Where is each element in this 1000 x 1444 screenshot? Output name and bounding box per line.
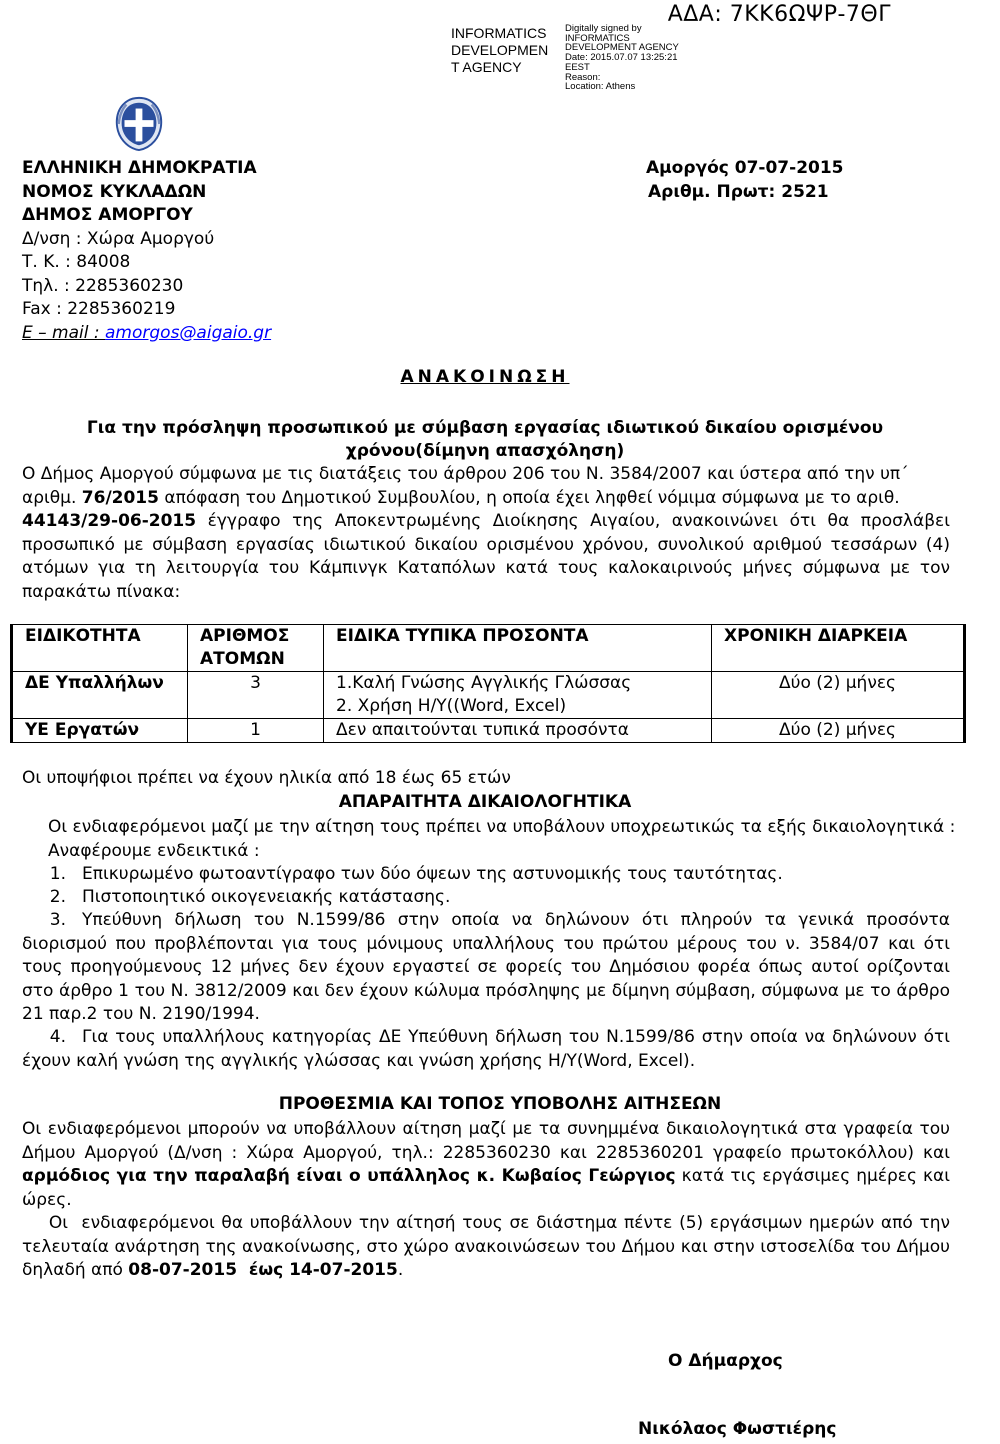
requirement-item	[22, 886, 950, 910]
email-label: E – mail :	[22, 322, 106, 343]
item-text: Για τους υπαλλήλους κατηγορίας ΔΕ Υπεύθυνη δήλωση του Ν.1599/86 στην οποία να δηλώνουν ότι έχουν καλή γνώση της αγγλικής γλώσσας και γνώση χρήσης Η/Υ(Word, Excel).	[22, 1027, 950, 1071]
deadline-heading: ΠΡΟΘΕΣΜΙΑ ΚΑΙ ΤΟΠΟΣ ΥΠΟΒΟΛΗΣ ΑΙΤΗΣΕΩΝ	[278, 1094, 722, 1114]
requirements-intro-line: Αναφέρουμε ενδεικτικά :	[48, 840, 260, 861]
requirements-intro-line: Οι ενδιαφερόμενοι μαζί με την αίτηση τους πρέπει να υποβάλουν υποχρεωτικώς τα εξής δικαιολογητικά :	[48, 817, 956, 837]
sig-info-line: Date: 2015.07.07 13:25:21	[565, 52, 678, 64]
signatory-name: Νικόλαος Φωστιέρης	[638, 1419, 837, 1439]
country-name: ΕΛΛΗΝΙΚΗ ΔΗΜΟΚΡΑΤΙΑ	[22, 158, 257, 178]
intro-line: Ο Δήμος Αμοργού σύμφωνα με τις διατάξεις του άρθρου 206 του Ν. 3584/2007 και ύστερα από την υπ΄	[22, 464, 909, 484]
count-cell: 1	[188, 719, 324, 743]
document-reference: 44143/29-06-2015	[22, 511, 197, 531]
sig-org-line: T AGENCY	[451, 59, 522, 75]
table-header-row	[12, 625, 965, 672]
count-cell: 3	[188, 672, 324, 719]
deadline-paragraph	[22, 1212, 956, 1283]
signatory-title: Ο Δήμαρχος	[668, 1351, 783, 1371]
age-requirement: Οι υποψήφιοι πρέπει να έχουν ηλικία από 18 έως 65 ετών	[22, 768, 511, 788]
deadline-paragraph	[22, 1118, 950, 1212]
qualification: 2. Χρήση Η/Υ((Word, Excel)	[336, 696, 567, 716]
positions-table	[10, 624, 966, 743]
sig-org-line: INFORMATICS	[451, 25, 547, 41]
table-header: ΕΙΔΙΚΑ ΤΥΠΙΚΑ ΠΡΟΣΟΝΤΑ	[324, 625, 712, 672]
protocol-number: Αριθμ. Πρωτ: 2521	[648, 181, 829, 202]
requirement-item	[22, 909, 950, 1027]
greek-coat-of-arms-icon	[110, 95, 168, 153]
table-header: ΑΡΙΘΜΟΣ ΑΤΟΜΩΝ	[188, 625, 324, 672]
paragraph-text: Οι ενδιαφερόμενοι θα υποβάλλουν την αίτησή τους σε διάστημα πέντε (5) εργάσιμων ημερών από την τελευταία ανάρτηση της ανακοίνωσης, στο χώρο ανακοινώσεων του Δήμου και στην ιστοσελίδα του Δήμου δηλαδή από	[22, 1213, 956, 1280]
phone: Τηλ. : 2285360230	[22, 275, 184, 296]
sig-org-line: DEVELOPMEN	[451, 42, 549, 58]
item-number: 3.	[49, 910, 66, 930]
digital-signature-info	[565, 24, 685, 92]
responsible-employee: αρμόδιος για την παραλαβή είναι ο υπάλληλος κ. Κωβαίος Γεώργιος	[22, 1166, 676, 1186]
issuer-block	[22, 157, 271, 345]
email-link[interactable]: amorgos@aigaio.gr	[105, 322, 272, 343]
sig-info-line: INFORMATICS	[565, 32, 630, 44]
item-number: 4.	[49, 1027, 66, 1047]
ada-code: ΑΔΑ: 7ΚΚ6ΩΨΡ-7ΘΓ	[667, 2, 891, 27]
submission-dates: 08-07-2015 έως 14-07-2015	[128, 1260, 398, 1280]
digital-signature-org	[451, 25, 561, 76]
table-header: ΧΡΟΝΙΚΗ ΔΙΑΡΚΕΙΑ	[712, 625, 965, 672]
paragraph-text: .	[397, 1260, 404, 1280]
sig-info-line: Location: Athens	[565, 81, 636, 93]
sig-info-line: EEST	[565, 61, 590, 73]
item-text: Πιστοποιητικό οικογενειακής κατάστασης.	[82, 887, 451, 907]
qualifications-cell: Δεν απαιτούνται τυπικά προσόντα	[324, 719, 712, 743]
requirements-intro	[48, 816, 955, 863]
duration-cell: Δύο (2) μήνες	[712, 719, 965, 743]
sig-info-line: Reason:	[565, 71, 601, 83]
specialty-cell: ΔΕ Υπαλλήλων	[12, 672, 188, 719]
item-number: 2.	[49, 887, 66, 907]
prefecture-name: ΝΟΜΟΣ ΚΥΚΛΑΔΩΝ	[22, 181, 207, 202]
subtitle-line: Για την πρόσληψη προσωπικού με σύμβαση εργασίας ιδιωτικού δικαίου ορισμένου	[86, 418, 884, 438]
subtitle-line: χρόνου(δίμηνη απασχόληση)	[345, 441, 625, 461]
email-line	[22, 322, 271, 346]
intro-line	[22, 510, 950, 604]
address: Δ/νση : Χώρα Αμοργού	[22, 228, 215, 249]
paragraph-text: κατά τις εργάσιμες ημέρες και ώρες.	[22, 1166, 950, 1210]
intro-line	[22, 487, 950, 511]
sig-info-line: Digitally signed by	[565, 23, 642, 34]
item-number: 1.	[49, 864, 66, 884]
date-block	[645, 157, 844, 204]
item-text: Επικυρωμένο φωτοαντίγραφο των δύο όψεων της αστυνομικής τους ταυτότητας.	[82, 864, 783, 884]
intro-paragraph	[22, 463, 950, 604]
intro-text: απόφαση του Δημοτικού Συμβουλίου, η οποία έχει ληφθεί νόμιμα σύμφωνα με το αριθ.	[158, 487, 900, 508]
paragraph-text: Οι ενδιαφερόμενοι μπορούν να υποβάλλουν αίτηση μαζί με τα συνημμένα δικαιολογητικά στα γραφεία του Δήμου Αμοργού (Δ/νση : Χώρα Αμοργού, τηλ.: 2285360230 και 2285360201 γραφείο πρωτοκόλλου) και	[22, 1119, 950, 1163]
requirement-item	[22, 863, 950, 887]
duration-cell: Δύο (2) μήνες	[712, 672, 965, 719]
requirement-item	[22, 1026, 950, 1073]
table-row	[12, 719, 965, 743]
qualification: 1.Καλή Γνώσης Αγγλικής Γλώσσας	[336, 673, 632, 693]
requirements-heading: ΑΠΑΡΑΙΤΗΤΑ ΔΙΚΑΙΟΛΟΓΗΤΙΚΑ	[338, 792, 632, 812]
table-header: ΕΙΔΙΚΟΤΗΤΑ	[12, 625, 188, 672]
document-date: Αμοργός 07-07-2015	[646, 158, 844, 178]
postal-code: Τ. Κ. : 84008	[22, 252, 131, 272]
decision-number: 76/2015	[81, 487, 159, 508]
specialty-cell: ΥΕ Εργατών	[12, 719, 188, 743]
fax: Fax : 2285360219	[22, 299, 176, 319]
document-title: ΑΝΑΚΟΙΝΩΣΗ	[400, 367, 570, 387]
qualifications-cell	[324, 672, 712, 719]
municipality-name: ΔΗΜΟΣ ΑΜΟΡΓΟΥ	[22, 205, 193, 225]
intro-text: έγγραφο της Αποκεντρωμένης Διοίκησης Αιγαίου, ανακοινώνει ότι θα προσλάβει προσωπικό με σύμβαση εργασίας ιδιωτικού δικαίου ορισμένου χρόνου, συνολικού αριθμού τεσσάρων (4) ατόμων για τη λειτουργία του Κάμπινγκ Καταπόλων κατά τους καλοκαιρινούς μήνες σύμφωνα με τον παρακάτω πίνακα:	[22, 511, 950, 602]
item-text: Υπεύθυνη δήλωση του Ν.1599/86 στην οποία να δηλώνουν ότι πληρούν τα γενικά προσόντα διορισμού που προβλέπονται για τους μόνιμους υπαλλήλους του πρώτου μέρους του ν. 3584/07 και ότι τους προηγούμενους 12 μήνες δεν έχουν εργαστεί σε φορείς του Δημόσιου φορέα όπως αυτοί ορίζονται στο άρθρο 1 του Ν. 3812/2009 και δεν έχουν κώλυμα πρόσληψης με δίμηνη σύμβαση, σύμφωνα με το άρθρο 21 παρ.2 του Ν. 2190/1994.	[22, 910, 950, 1024]
document-subtitle	[60, 417, 910, 463]
table-row	[12, 672, 965, 719]
sig-info-line: DEVELOPMENT AGENCY	[565, 42, 679, 54]
intro-text: αριθμ.	[22, 487, 82, 508]
